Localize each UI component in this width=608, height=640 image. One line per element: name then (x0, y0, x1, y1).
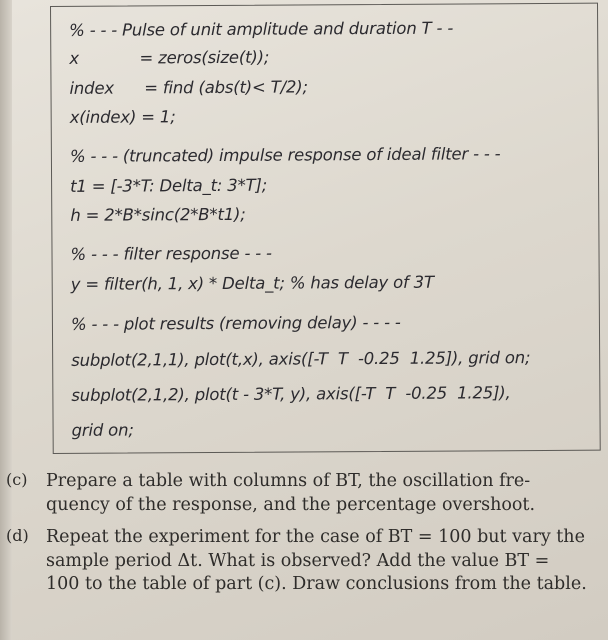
problem-line: Prepare a table with columns of BT, the oscillation fre- (46, 471, 531, 491)
problem-item-c (6, 470, 602, 520)
problem-line: Repeat the experiment for the case of BT = 100 but vary the (46, 527, 585, 547)
problem-text (46, 470, 598, 517)
problem-line: sample period Δt. What is observed? Add the value BT = (46, 550, 550, 571)
code-line: % - - - filter response - - - (70, 243, 272, 264)
code-line: % - - - Pulse of unit amplitude and duration T - - (69, 18, 454, 40)
code-line: subplot(2,1,1), plot(t,x), axis([-T T -0.25 1.25]), grid on; (71, 348, 531, 370)
problem-line: quency of the response, and the percentage overshoot. (46, 494, 536, 515)
code-line: x(index) = 1; (69, 107, 176, 127)
code-line: h = 2*B*sinc(2*B*t1); (70, 204, 246, 225)
problem-line: 100 to the table of part (c). Draw conclusions from the table. (46, 574, 587, 594)
code-line: subplot(2,1,2), plot(t - 3*T, y), axis([-T T -0.25 1.25]), (71, 383, 511, 405)
problem-item-d (6, 526, 602, 600)
code-listing-box (50, 3, 601, 454)
problem-label: (c) (6, 470, 28, 489)
code-line: index = find (abs(t)< T/2); (69, 77, 308, 98)
code-line: y = filter(h, 1, x) * Delta_t; % has delay of 3T (70, 272, 434, 294)
code-line: x = zeros(size(t)); (69, 47, 270, 68)
code-line: % - - - plot results (removing delay) - - - - (70, 312, 401, 334)
code-line: t1 = [-3*T: Delta_t: 3*T]; (70, 175, 268, 196)
problem-label: (d) (6, 526, 29, 545)
code-line: grid on; (71, 420, 134, 440)
code-line: % - - - (truncated) impulse response of ideal filter - - - (69, 144, 501, 166)
problem-text (46, 526, 598, 597)
